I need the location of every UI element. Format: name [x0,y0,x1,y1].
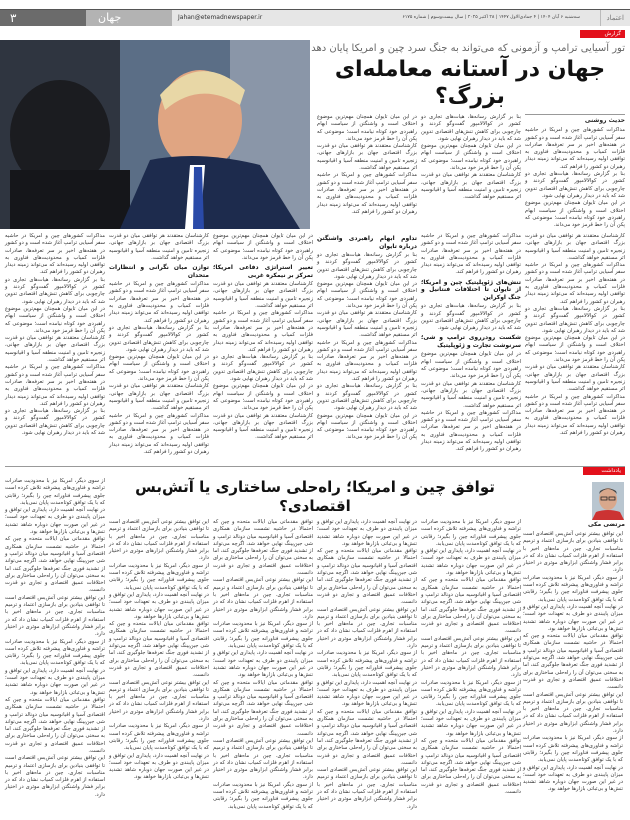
body-paragraph: در نهایت آنچه اهمیت دارد، پایداری این توافق و میزان پایبندی دو طرف به تعهدات خود است؛ در غیر این صورت جهان دوباره شاهد تشدید تنش‌ها و بی‌ثباتی بازارها خواهد بود. [109,752,209,781]
body-paragraph: کارشناسان معتقدند هر توافقی میان دو قدرت بزرگ اقتصادی جهان بر بازارهای جهانی، زنجیره تامین و امنیت منطقه آسیا و اقیانوسیه اثر مستقیم خواهد گذاشت. [317,310,417,339]
body-paragraph: توافق مقدماتی میان ایالات متحده و چین که احتمالا در حاشیه نشست سازمان همکاری اقتصادی آسیا و اقیانوسیه میان دونالد ترامپ و شی جین‌پینگ نهایی خواهد شد، اگرچه می‌تواند از تشدید فوری جنگ تعرفه‌ها جلوگیری کند، اما به سختی می‌توان آن را راه‌حلی ساختاری برای اختلافات عمیق اقتصادی و تجاری دو قدرت دانست. [421,577,521,635]
body-paragraph: در این میان تایوان همچنان مهم‌ترین موضوع اختلاف است و واشنگتن از سیاست ابهام راهبردی خود کوتاه نیامده است؛ موضوعی که پکن آن را خط قرمز خود می‌داند. [525,335,625,364]
note-column [5,478,105,799]
body-paragraph: توافق مقدماتی میان ایالات متحده و چین که احتمالا در حاشیه نشست سازمان همکاری اقتصادی آسیا و اقیانوسیه میان دونالد ترامپ و شی جین‌پینگ نهایی خواهد شد، اگرچه می‌تواند از تشدید فوری جنگ تعرفه‌ها جلوگیری کند، اما به سختی می‌توان آن را راه‌حلی ساختاری برای اختلافات عمیق اقتصادی و تجاری دو قدرت دانست. [109,621,209,679]
body-paragraph: در این میان تایوان همچنان مهم‌ترین موضوع اختلاف است و واشنگتن از سیاست ابهام راهبردی خود کوتاه نیامده است؛ موضوعی که پکن آن را خط قرمز خود می‌داند. [213,233,313,261]
body-paragraph: بنا بر گزارش رسانه‌ها، هیات‌های تجاری دو کشور در کوالالامپور گفت‌وگو کردند و چارچوبی برای کاهش تنش‌های اقتصادی تدوین شد که باید در دیدار رهبران نهایی شود. [213,354,313,383]
page-number: ۳ [0,10,86,26]
body-paragraph: کارشناسان معتقدند هر توافقی میان دو قدرت بزرگ اقتصادی جهان بر بازارهای جهانی، زنجیره تامین و امنیت منطقه آسیا و اقیانوسیه اثر مستقیم خواهد گذاشت. [213,281,313,310]
report-headline: جهان در آستانه معامله‌ای بزرگ؟ [334,57,606,109]
body-paragraph: از سوی دیگر، امریکا نیز با محدودیت صادرات تراشه و فناوری‌های پیشرفته تلاش کرده است جلوی پیشرفت فناورانه چین را بگیرد؛ رقابتی که با یک توافق کوتاه‌مدت پایان نمی‌یابد. [5,478,105,506]
body-paragraph: این توافق بیشتر نوعی آتش‌بس اقتصادی است تا توافقی بنیادین برای بازسازی اعتماد و ترمیم مناسبات تجاری. چین در ماه‌های اخیر با استفاده از اهرم فلزات کمیاب نشان داد که در برابر فشار واشنگتن ابزارهای موثری در اختیار دارد. [317,606,417,650]
body-paragraph: توافق مقدماتی میان ایالات متحده و چین که احتمالا در حاشیه نشست سازمان همکاری اقتصادی آسیا و اقیانوسیه میان دونالد ترامپ و شی جین‌پینگ نهایی خواهد شد، اگرچه می‌تواند از تشدید فوری جنگ تعرفه‌ها جلوگیری کند، اما به سختی می‌توان آن را راه‌حلی ساختاری برای اختلافات عمیق اقتصادی و تجاری دو قدرت دانست. [317,548,417,606]
body-paragraph: مذاکرات کشورهای چین و امریکا در حاشیه سفر آسیایی ترامپ آغاز شده است و دو کشور در هفته‌های اخیر بر سر تعرفه‌ها، صادرات فلزات کمیاب و محدودیت‌های فناوری به توافقی اولیه رسیده‌اند که می‌تواند زمینه دیدار رهبران دو کشور را فراهم کند. [317,339,417,383]
body-paragraph: در این میان تایوان همچنان مهم‌ترین موضوع اختلاف است و واشنگتن از سیاست ابهام راهبردی خود کوتاه نیامده است؛ موضوعی که پکن آن را خط قرمز خود می‌داند. [109,354,209,383]
body-paragraph: مذاکرات کشورهای چین و امریکا در حاشیه سفر آسیایی ترامپ آغاز شده است و دو کشور در هفته‌های اخیر بر سر تعرفه‌ها، صادرات فلزات کمیاب و محدودیت‌های فناوری به توافقی اولیه رسیده‌اند که می‌تواند زمینه دیدار رهبران دو کشور را فراهم کند. [525,127,625,170]
body-paragraph: این توافق بیشتر نوعی آتش‌بس اقتصادی است تا توافقی بنیادین برای بازسازی اعتماد و ترمیم مناسبات تجاری. چین در ماه‌های اخیر با استفاده از اهرم فلزات کمیاب نشان داد که در برابر فشار واشنگتن ابزارهای موثری در اختیار دارد. [421,635,521,679]
body-paragraph: این توافق بیشتر نوعی آتش‌بس اقتصادی است تا توافقی بنیادین برای بازسازی اعتماد و ترمیم مناسبات تجاری. چین در ماه‌های اخیر با استفاده از اهرم فلزات کمیاب نشان داد که در برابر فشار واشنگتن ابزارهای موثری در اختیار دارد. [109,679,209,723]
report-subhead: تغییر استراتژی دفاعی امریکا؛ تمرکز بر نیمکره غربی [213,264,313,279]
body-paragraph: از سوی دیگر، امریکا نیز با محدودیت صادرات تراشه و فناوری‌های پیشرفته تلاش کرده است جلوی پیشرفت فناورانه چین را بگیرد؛ رقابتی که با یک توافق کوتاه‌مدت پایان نمی‌یابد. [109,723,209,752]
report-subhead: شکست رودرروی ترامپ و شی؛ سرنوشت تجارت و ژئوپلیتیک [421,334,521,349]
body-paragraph: توافق مقدماتی میان ایالات متحده و چین که احتمالا در حاشیه نشست سازمان همکاری اقتصادی آسیا و اقیانوسیه میان دونالد ترامپ و شی جین‌پینگ نهایی خواهد شد، اگرچه می‌تواند از تشدید فوری جنگ تعرفه‌ها جلوگیری کند، اما به سختی می‌توان آن را راه‌حلی ساختاری برای اختلافات عمیق اقتصادی و تجاری دو قدرت دانست. [5,696,105,754]
body-paragraph: این توافق بیشتر نوعی آتش‌بس اقتصادی است تا توافقی بنیادین برای بازسازی اعتماد و ترمیم مناسبات تجاری. چین در ماه‌های اخیر با استفاده از اهرم فلزات کمیاب نشان داد که در برابر فشار واشنگتن ابزارهای موثری در اختیار دارد. [5,594,105,638]
note-column [421,519,521,796]
report-column [317,233,417,442]
section-divider [5,466,625,467]
body-paragraph: از سوی دیگر، امریکا نیز با محدودیت صادرات تراشه و فناوری‌های پیشرفته تلاش کرده است جلوی پیشرفت فناورانه چین را بگیرد؛ رقابتی که با یک توافق کوتاه‌مدت پایان نمی‌یابد. [213,781,313,810]
news-photo [0,40,310,229]
note-column [523,531,623,794]
report-column [525,114,625,229]
note-label: یادداشت [583,467,625,475]
body-paragraph: مذاکرات کشورهای چین و امریکا در حاشیه سفر آسیایی ترامپ آغاز شده است و دو کشور در هفته‌های اخیر بر سر تعرفه‌ها، صادرات فلزات کمیاب و محدودیت‌های فناوری به توافقی اولیه رسیده‌اند که می‌تواند زمینه دیدار رهبران دو کشور را فراهم کند. [109,281,209,324]
report-subhead: توازن میان نگرانی و انتظارات متحدان [109,264,209,279]
body-paragraph: مذاکرات کشورهای چین و امریکا در حاشیه سفر آسیایی ترامپ آغاز شده است و دو کشور در هفته‌های اخیر بر سر تعرفه‌ها، صادرات فلزات کمیاب و محدودیت‌های فناوری به توافقی اولیه رسیده‌اند که می‌تواند زمینه دیدار رهبران دو کشور را فراهم کند. [525,393,625,437]
note-column [317,519,417,811]
body-paragraph: بنا بر گزارش رسانه‌ها، هیات‌های تجاری دو کشور در کوالالامپور گفت‌وگو کردند و چارچوبی برای کاهش تنش‌های اقتصادی تدوین شد که باید در دیدار رهبران نهایی شود. [317,252,417,280]
page-header [0,9,630,26]
body-paragraph: در این میان تایوان همچنان مهم‌ترین موضوع اختلاف است و واشنگتن از سیاست ابهام راهبردی خود کوتاه نیامده است؛ موضوعی که پکن آن را خط قرمز خود می‌داند. [317,281,417,310]
report-column [421,233,521,454]
body-paragraph: از سوی دیگر، امریکا نیز با محدودیت صادرات تراشه و فناوری‌های پیشرفته تلاش کرده است جلوی پیشرفت فناورانه چین را بگیرد؛ رقابتی که با یک توافق کوتاه‌مدت پایان نمی‌یابد. [421,519,521,547]
body-paragraph: مذاکرات کشورهای چین و امریکا در حاشیه سفر آسیایی ترامپ آغاز شده است و دو کشور در هفته‌های اخیر بر سر تعرفه‌ها، صادرات فلزات کمیاب و محدودیت‌های فناوری به توافقی اولیه رسیده‌اند که می‌تواند زمینه دیدار رهبران دو کشور را فراهم کند. [213,310,313,353]
report-column [5,233,105,437]
report-author: حدیث روشنی [525,114,625,124]
author-photo [592,482,624,520]
body-paragraph: کارشناسان معتقدند هر توافقی میان دو قدرت بزرگ اقتصادی جهان بر بازارهای جهانی، زنجیره تامین و امنیت منطقه آسیا و اقیانوسیه اثر مستقیم خواهد گذاشت. [213,412,313,441]
section-email[interactable]: Jahan@etemadnewspaper.ir [178,14,263,21]
body-paragraph: از سوی دیگر، امریکا نیز با محدودیت صادرات تراشه و فناوری‌های پیشرفته تلاش کرده است جلوی پیشرفت فناورانه چین را بگیرد؛ رقابتی که با یک توافق کوتاه‌مدت پایان نمی‌یابد. [523,735,623,764]
report-subhead: تداوم ابهام راهبردی واشنگتن درباره تایوان [317,235,417,250]
report-column [421,114,521,202]
report-label: گزارش [580,30,625,38]
body-paragraph: بنا بر گزارش رسانه‌ها، هیات‌های تجاری دو کشور در کوالالامپور گفت‌وگو کردند و چارچوبی برای کاهش تنش‌های اقتصادی تدوین شد که باید در دیدار رهبران نهایی شود. [317,383,417,412]
note-column [109,519,209,782]
body-paragraph: در این میان تایوان همچنان مهم‌ترین موضوع اختلاف است و واشنگتن از سیاست ابهام راهبردی خود کوتاه نیامده است؛ موضوعی که پکن آن را خط قرمز خود می‌داند. [317,412,417,441]
body-paragraph: در نهایت آنچه اهمیت دارد، پایداری این توافق و میزان پایبندی دو طرف به تعهدات خود است؛ در غیر این صورت جهان دوباره شاهد تشدید تنش‌ها و بی‌ثباتی بازارها خواهد بود. [317,519,417,547]
body-paragraph: مذاکرات کشورهای چین و امریکا در حاشیه سفر آسیایی ترامپ آغاز شده است و دو کشور در هفته‌های اخیر بر سر تعرفه‌ها، صادرات فلزات کمیاب و محدودیت‌های فناوری به توافقی اولیه رسیده‌اند که می‌تواند زمینه دیدار رهبران دو کشور را فراهم کند. [5,364,105,407]
body-paragraph: بنا بر گزارش رسانه‌ها، هیات‌های تجاری دو کشور در کوالالامپور گفت‌وگو کردند و چارچوبی برای کاهش تنش‌های اقتصادی تدوین شد که باید در دیدار رهبران نهایی شود. [525,305,625,334]
body-paragraph: در این میان تایوان همچنان مهم‌ترین موضوع اختلاف است و واشنگتن از سیاست ابهام راهبردی خود کوتاه نیامده است؛ موضوعی که پکن آن را خط قرمز خود می‌داند. [213,383,313,412]
body-paragraph: کارشناسان معتقدند هر توافقی میان دو قدرت بزرگ اقتصادی جهان بر بازارهای جهانی، زنجیره تامین و امنیت منطقه آسیا و اقیانوسیه اثر مستقیم خواهد گذاشت. [317,143,417,172]
report-column [525,233,625,437]
body-paragraph: در نهایت آنچه اهمیت دارد، پایداری این توافق و میزان پایبندی دو طرف به تعهدات خود است؛ در غیر این صورت جهان دوباره شاهد تشدید تنش‌ها و بی‌ثباتی بازارها خواهد بود. [421,548,521,577]
body-paragraph: توافق مقدماتی میان ایالات متحده و چین که احتمالا در حاشیه نشست سازمان همکاری اقتصادی آسیا و اقیانوسیه میان دونالد ترامپ و شی جین‌پینگ نهایی خواهد شد، اگرچه می‌تواند از تشدید فوری جنگ تعرفه‌ها جلوگیری کند، اما به سختی می‌توان آن را راه‌حلی ساختاری برای اختلافات عمیق اقتصادی و تجاری دو قدرت دانست. [421,737,521,795]
body-paragraph: توافق مقدماتی میان ایالات متحده و چین که احتمالا در حاشیه نشست سازمان همکاری اقتصادی آسیا و اقیانوسیه میان دونالد ترامپ و شی جین‌پینگ نهایی خواهد شد، اگرچه می‌تواند از تشدید فوری جنگ تعرفه‌ها جلوگیری کند، اما به سختی می‌توان آن را راه‌حلی ساختاری برای اختلافات عمیق اقتصادی و تجاری دو قدرت دانست. [317,708,417,766]
body-paragraph: از سوی دیگر، امریکا نیز با محدودیت صادرات تراشه و فناوری‌های پیشرفته تلاش کرده است جلوی پیشرفت فناورانه چین را بگیرد؛ رقابتی که با یک توافق کوتاه‌مدت پایان نمی‌یابد. [5,638,105,667]
body-paragraph: در نهایت آنچه اهمیت دارد، پایداری این توافق و میزان پایبندی دو طرف به تعهدات خود است؛ در غیر این صورت جهان دوباره شاهد تشدید تنش‌ها و بی‌ثباتی بازارها خواهد بود. [109,591,209,620]
body-paragraph: مذاکرات کشورهای چین و امریکا در حاشیه سفر آسیایی ترامپ آغاز شده است و دو کشور در هفته‌های اخیر بر سر تعرفه‌ها، صادرات فلزات کمیاب و محدودیت‌های فناوری به توافقی اولیه رسیده‌اند که می‌تواند زمینه دیدار رهبران دو کشور را فراهم کند. [421,409,521,453]
report-column [317,114,417,216]
body-paragraph: از سوی دیگر، امریکا نیز با محدودیت صادرات تراشه و فناوری‌های پیشرفته تلاش کرده است جلوی پیشرفت فناورانه چین را بگیرد؛ رقابتی که با یک توافق کوتاه‌مدت پایان نمی‌یابد. [421,679,521,708]
body-paragraph: در نهایت آنچه اهمیت دارد، پایداری این توافق و میزان پایبندی دو طرف به تعهدات خود است؛ در غیر این صورت جهان دوباره شاهد تشدید تنش‌ها و بی‌ثباتی بازارها خواهد بود. [421,708,521,737]
body-paragraph: از سوی دیگر، امریکا نیز با محدودیت صادرات تراشه و فناوری‌های پیشرفته تلاش کرده است جلوی پیشرفت فناورانه چین را بگیرد؛ رقابتی که با یک توافق کوتاه‌مدت پایان نمی‌یابد. [109,562,209,591]
body-paragraph: بنا بر گزارش رسانه‌ها، هیات‌های تجاری دو کشور در کوالالامپور گفت‌وگو کردند و چارچوبی برای کاهش تنش‌های اقتصادی تدوین شد که باید در دیدار رهبران نهایی شود. [421,114,521,142]
body-paragraph: این توافق بیشتر نوعی آتش‌بس اقتصادی است تا توافقی بنیادین برای بازسازی اعتماد و ترمیم مناسبات تجاری. چین در ماه‌های اخیر با استفاده از اهرم فلزات کمیاب نشان داد که در برابر فشار واشنگتن ابزارهای موثری در اختیار دارد. [523,531,623,574]
body-paragraph: بنا بر گزارش رسانه‌ها، هیات‌های تجاری دو کشور در کوالالامپور گفت‌وگو کردند و چارچوبی برای کاهش تنش‌های اقتصادی تدوین شد که باید در دیدار رهبران نهایی شود. [5,408,105,437]
body-paragraph: مذاکرات کشورهای چین و امریکا در حاشیه سفر آسیایی ترامپ آغاز شده است و دو کشور در هفته‌های اخیر بر سر تعرفه‌ها، صادرات فلزات کمیاب و محدودیت‌های فناوری به توافقی اولیه رسیده‌اند که می‌تواند زمینه دیدار رهبران دو کشور را فراهم کند. [421,233,521,276]
body-paragraph: در این میان تایوان همچنان مهم‌ترین موضوع اختلاف است و واشنگتن از سیاست ابهام راهبردی خود کوتاه نیامده است؛ موضوعی که پکن آن را خط قرمز خود می‌داند. [525,200,625,229]
body-paragraph: کارشناسان معتقدند هر توافقی میان دو قدرت بزرگ اقتصادی جهان بر بازارهای جهانی، زنجیره تامین و امنیت منطقه آسیا و اقیانوسیه اثر مستقیم خواهد گذاشت. [421,172,521,201]
body-paragraph: از سوی دیگر، امریکا نیز با محدودیت صادرات تراشه و فناوری‌های پیشرفته تلاش کرده است جلوی پیشرفت فناورانه چین را بگیرد؛ رقابتی که با یک توافق کوتاه‌مدت پایان نمی‌یابد. [213,621,313,650]
body-paragraph: این توافق بیشتر نوعی آتش‌بس اقتصادی است تا توافقی بنیادین برای بازسازی اعتماد و ترمیم مناسبات تجاری. چین در ماه‌های اخیر با استفاده از اهرم فلزات کمیاب نشان داد که در برابر فشار واشنگتن ابزارهای موثری در اختیار دارد. [523,691,623,735]
body-paragraph: در نهایت آنچه اهمیت دارد، پایداری این توافق و میزان پایبندی دو طرف به تعهدات خود است؛ در غیر این صورت جهان دوباره شاهد تشدید تنش‌ها و بی‌ثباتی بازارها خواهد بود. [213,650,313,679]
report-subhead: تنش‌های ژئوپلیتیک چین و امریکا؛ از تایوان تا اختلافات فنتانیل و جنگ اوکراین [421,278,521,301]
body-paragraph: در این میان تایوان همچنان مهم‌ترین موضوع اختلاف است و واشنگتن از سیاست ابهام راهبردی خود کوتاه نیامده است؛ موضوعی که پکن آن را خط قرمز خود می‌داند. [317,114,417,142]
body-paragraph: در این میان تایوان همچنان مهم‌ترین موضوع اختلاف است و واشنگتن از سیاست ابهام راهبردی خود کوتاه نیامده است؛ موضوعی که پکن آن را خط قرمز خود می‌داند. [5,305,105,334]
note-headline: توافق چین و امریکا؛ راه‌حلی ساختاری یا آتش‌بس اقتصادی؟ [135,478,495,515]
body-paragraph: توافق مقدماتی میان ایالات متحده و چین که احتمالا در حاشیه نشست سازمان همکاری اقتصادی آسیا و اقیانوسیه میان دونالد ترامپ و شی جین‌پینگ نهایی خواهد شد، اگرچه می‌تواند از تشدید فوری جنگ تعرفه‌ها جلوگیری کند، اما به سختی می‌توان آن را راه‌حلی ساختاری برای اختلافات عمیق اقتصادی و تجاری دو قدرت دانست. [523,633,623,691]
body-paragraph: کارشناسان معتقدند هر توافقی میان دو قدرت بزرگ اقتصادی جهان بر بازارهای جهانی، زنجیره تامین و امنیت منطقه آسیا و اقیانوسیه اثر مستقیم خواهد گذاشت. [109,233,209,261]
newspaper-logo: اعتماد [600,10,624,26]
report-column [213,233,313,442]
body-paragraph: مذاکرات کشورهای چین و امریکا در حاشیه سفر آسیایی ترامپ آغاز شده است و دو کشور در هفته‌های اخیر بر سر تعرفه‌ها، صادرات فلزات کمیاب و محدودیت‌های فناوری به توافقی اولیه رسیده‌اند که می‌تواند زمینه دیدار رهبران دو کشور را فراهم کند. [317,172,417,215]
body-paragraph: توافق مقدماتی میان ایالات متحده و چین که احتمالا در حاشیه نشست سازمان همکاری اقتصادی آسیا و اقیانوسیه میان دونالد ترامپ و شی جین‌پینگ نهایی خواهد شد، اگرچه می‌تواند از تشدید فوری جنگ تعرفه‌ها جلوگیری کند، اما به سختی می‌توان آن را راه‌حلی ساختاری برای اختلافات عمیق اقتصادی و تجاری دو قدرت دانست. [5,536,105,594]
date-line: سه‌شنبه ۶ آبان ۱۴۰۴ | ۴ جمادی‌الاول ۱۴۴۷ | ۲۸ اکتبر ۲۰۲۵ | سال بیست‌وسوم | شماره ۶۱۷۵ [402,15,580,20]
report-column [109,233,209,456]
body-paragraph: در نهایت آنچه اهمیت دارد، پایداری این توافق و میزان پایبندی دو طرف به تعهدات خود است؛ در غیر این صورت جهان دوباره شاهد تشدید تنش‌ها و بی‌ثباتی بازارها خواهد بود. [523,764,623,793]
body-paragraph: توافق مقدماتی میان ایالات متحده و چین که احتمالا در حاشیه نشست سازمان همکاری اقتصادی آسیا و اقیانوسیه میان دونالد ترامپ و شی جین‌پینگ نهایی خواهد شد، اگرچه می‌تواند از تشدید فوری جنگ تعرفه‌ها جلوگیری کند، اما به سختی می‌توان آن را راه‌حلی ساختاری برای اختلافات عمیق اقتصادی و تجاری دو قدرت دانست. [213,519,313,577]
body-paragraph: این توافق بیشتر نوعی آتش‌بس اقتصادی است تا توافقی بنیادین برای بازسازی اعتماد و ترمیم مناسبات تجاری. چین در ماه‌های اخیر با استفاده از اهرم فلزات کمیاب نشان داد که در برابر فشار واشنگتن ابزارهای موثری در اختیار دارد. [109,519,209,562]
report-kicker: تور آسیایی ترامپ و آزمونی که می‌تواند به جنگ سرد چین و امریکا پایان دهد [311,43,625,54]
body-paragraph: این توافق بیشتر نوعی آتش‌بس اقتصادی است تا توافقی بنیادین برای بازسازی اعتماد و ترمیم مناسبات تجاری. چین در ماه‌های اخیر با استفاده از اهرم فلزات کمیاب نشان داد که در برابر فشار واشنگتن ابزارهای موثری در اختیار دارد. [317,767,417,810]
body-paragraph: بنا بر گزارش رسانه‌ها، هیات‌های تجاری دو کشور در کوالالامپور گفت‌وگو کردند و چارچوبی برای کاهش تنش‌های اقتصادی تدوین شد که باید در دیدار رهبران نهایی شود. [421,303,521,332]
body-paragraph: کارشناسان معتقدند هر توافقی میان دو قدرت بزرگ اقتصادی جهان بر بازارهای جهانی، زنجیره تامین و امنیت منطقه آسیا و اقیانوسیه اثر مستقیم خواهد گذاشت. [421,380,521,409]
body-paragraph: مذاکرات کشورهای چین و امریکا در حاشیه سفر آسیایی ترامپ آغاز شده است و دو کشور در هفته‌های اخیر بر سر تعرفه‌ها، صادرات فلزات کمیاب و محدودیت‌های فناوری به توافقی اولیه رسیده‌اند که می‌تواند زمینه دیدار رهبران دو کشور را فراهم کند. [5,233,105,276]
body-paragraph: مذاکرات کشورهای چین و امریکا در حاشیه سفر آسیایی ترامپ آغاز شده است و دو کشور در هفته‌های اخیر بر سر تعرفه‌ها، صادرات فلزات کمیاب و محدودیت‌های فناوری به توافقی اولیه رسیده‌اند که می‌تواند زمینه دیدار رهبران دو کشور را فراهم کند. [525,262,625,305]
body-paragraph: مذاکرات کشورهای چین و امریکا در حاشیه سفر آسیایی ترامپ آغاز شده است و دو کشور در هفته‌های اخیر بر سر تعرفه‌ها، صادرات فلزات کمیاب و محدودیت‌های فناوری به توافقی اولیه رسیده‌اند که می‌تواند زمینه دیدار رهبران دو کشور را فراهم کند. [109,412,209,456]
body-paragraph: این توافق بیشتر نوعی آتش‌بس اقتصادی است تا توافقی بنیادین برای بازسازی اعتماد و ترمیم مناسبات تجاری. چین در ماه‌های اخیر با استفاده از اهرم فلزات کمیاب نشان داد که در برابر فشار واشنگتن ابزارهای موثری در اختیار دارد. [5,755,105,798]
body-paragraph: توافق مقدماتی میان ایالات متحده و چین که احتمالا در حاشیه نشست سازمان همکاری اقتصادی آسیا و اقیانوسیه میان دونالد ترامپ و شی جین‌پینگ نهایی خواهد شد، اگرچه می‌تواند از تشدید فوری جنگ تعرفه‌ها جلوگیری کند، اما به سختی می‌توان آن را راه‌حلی ساختاری برای اختلافات عمیق اقتصادی و تجاری دو قدرت دانست. [213,679,313,737]
body-paragraph: در این میان تایوان همچنان مهم‌ترین موضوع اختلاف است و واشنگتن از سیاست ابهام راهبردی خود کوتاه نیامده است؛ موضوعی که پکن آن را خط قرمز خود می‌داند. [421,351,521,380]
note-column [213,519,313,811]
body-paragraph: این توافق بیشتر نوعی آتش‌بس اقتصادی است تا توافقی بنیادین برای بازسازی اعتماد و ترمیم مناسبات تجاری. چین در ماه‌های اخیر با استفاده از اهرم فلزات کمیاب نشان داد که در برابر فشار واشنگتن ابزارهای موثری در اختیار دارد. [213,737,313,781]
body-paragraph: بنا بر گزارش رسانه‌ها، هیات‌های تجاری دو کشور در کوالالامپور گفت‌وگو کردند و چارچوبی برای کاهش تنش‌های اقتصادی تدوین شد که باید در دیدار رهبران نهایی شود. [5,276,105,305]
body-paragraph: از سوی دیگر، امریکا نیز با محدودیت صادرات تراشه و فناوری‌های پیشرفته تلاش کرده است جلوی پیشرفت فناورانه چین را بگیرد؛ رقابتی که با یک توافق کوتاه‌مدت پایان نمی‌یابد. [317,650,417,679]
body-paragraph: در نهایت آنچه اهمیت دارد، پایداری این توافق و میزان پایبندی دو طرف به تعهدات خود است؛ در غیر این صورت جهان دوباره شاهد تشدید تنش‌ها و بی‌ثباتی بازارها خواهد بود. [5,507,105,536]
body-paragraph: بنا بر گزارش رسانه‌ها، هیات‌های تجاری دو کشور در کوالالامپور گفت‌وگو کردند و چارچوبی برای کاهش تنش‌های اقتصادی تدوین شد که باید در دیدار رهبران نهایی شود. [525,171,625,199]
body-paragraph: بنا بر گزارش رسانه‌ها، هیات‌های تجاری دو کشور در کوالالامپور گفت‌وگو کردند و چارچوبی برای کاهش تنش‌های اقتصادی تدوین شد که باید در دیدار رهبران نهایی شود. [109,324,209,353]
body-paragraph: در نهایت آنچه اهمیت دارد، پایداری این توافق و میزان پایبندی دو طرف به تعهدات خود است؛ در غیر این صورت جهان دوباره شاهد تشدید تنش‌ها و بی‌ثباتی بازارها خواهد بود. [5,667,105,696]
body-paragraph: کارشناسان معتقدند هر توافقی میان دو قدرت بزرگ اقتصادی جهان بر بازارهای جهانی، زنجیره تامین و امنیت منطقه آسیا و اقیانوسیه اثر مستقیم خواهد گذاشت. [5,335,105,364]
body-paragraph: کارشناسان معتقدند هر توافقی میان دو قدرت بزرگ اقتصادی جهان بر بازارهای جهانی، زنجیره تامین و امنیت منطقه آسیا و اقیانوسیه اثر مستقیم خواهد گذاشت. [109,383,209,412]
body-paragraph: کارشناسان معتقدند هر توافقی میان دو قدرت بزرگ اقتصادی جهان بر بازارهای جهانی، زنجیره تامین و امنیت منطقه آسیا و اقیانوسیه اثر مستقیم خواهد گذاشت. [525,233,625,261]
body-paragraph: در نهایت آنچه اهمیت دارد، پایداری این توافق و میزان پایبندی دو طرف به تعهدات خود است؛ در غیر این صورت جهان دوباره شاهد تشدید تنش‌ها و بی‌ثباتی بازارها خواهد بود. [317,679,417,708]
body-paragraph: این توافق بیشتر نوعی آتش‌بس اقتصادی است تا توافقی بنیادین برای بازسازی اعتماد و ترمیم مناسبات تجاری. چین در ماه‌های اخیر با استفاده از اهرم فلزات کمیاب نشان داد که در برابر فشار واشنگتن ابزارهای موثری در اختیار دارد. [213,577,313,620]
body-paragraph: کارشناسان معتقدند هر توافقی میان دو قدرت بزرگ اقتصادی جهان بر بازارهای جهانی، زنجیره تامین و امنیت منطقه آسیا و اقیانوسیه اثر مستقیم خواهد گذاشت. [525,364,625,393]
body-paragraph: از سوی دیگر، امریکا نیز با محدودیت صادرات تراشه و فناوری‌های پیشرفته تلاش کرده است جلوی پیشرفت فناورانه چین را بگیرد؛ رقابتی که با یک توافق کوتاه‌مدت پایان نمی‌یابد. [523,574,623,603]
note-author: مرتضی مکی [587,521,625,528]
section-name: جهان [86,10,172,26]
body-paragraph: در این میان تایوان همچنان مهم‌ترین موضوع اختلاف است و واشنگتن از سیاست ابهام راهبردی خود کوتاه نیامده است؛ موضوعی که پکن آن را خط قرمز خود می‌داند. [421,143,521,172]
body-paragraph: در نهایت آنچه اهمیت دارد، پایداری این توافق و میزان پایبندی دو طرف به تعهدات خود است؛ در غیر این صورت جهان دوباره شاهد تشدید تنش‌ها و بی‌ثباتی بازارها خواهد بود. [523,603,623,632]
